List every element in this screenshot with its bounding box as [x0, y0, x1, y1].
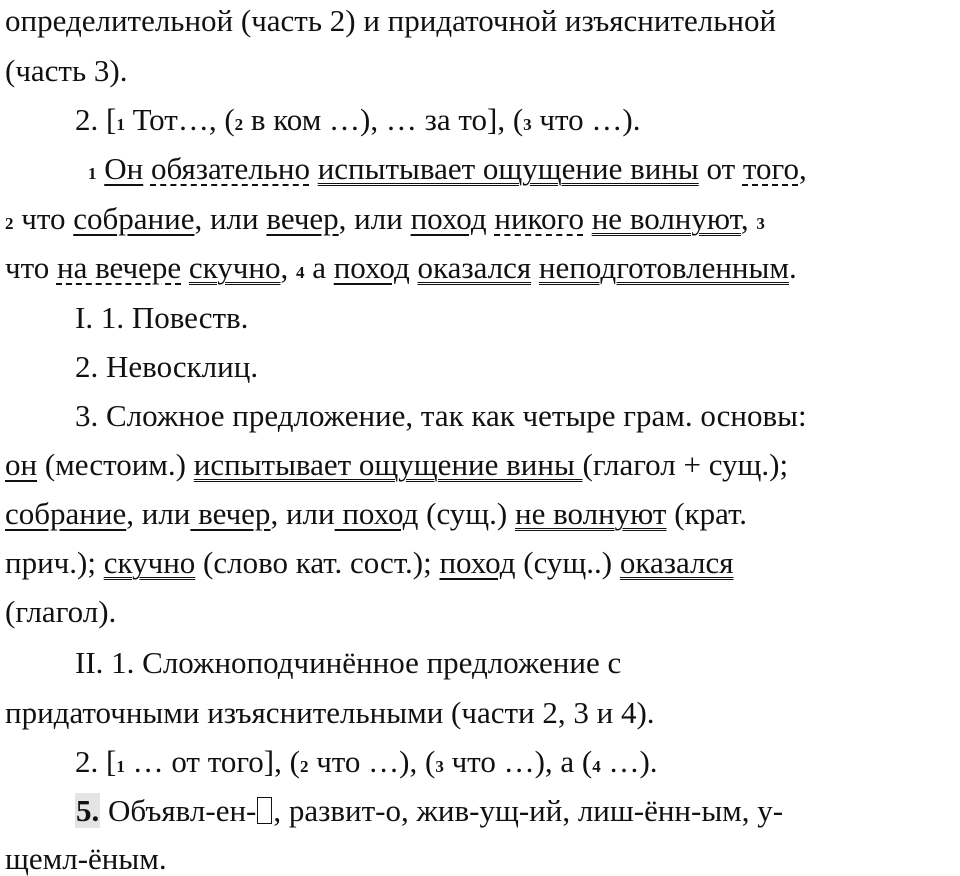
subject: поход: [410, 201, 487, 236]
text-line: 3. Сложное предложение, так как четыре грам. основы:: [75, 398, 807, 433]
scheme-line: 2. [1 … от того], (2 что …), (3 что …), а (4 …).: [75, 744, 658, 779]
text-line: (часть 3).: [5, 53, 128, 88]
text-line: придаточными изъяснительными (части 2, 3 и 4).: [5, 695, 655, 730]
predicate: оказался: [417, 250, 532, 285]
analysis-line: прич.); скучно (слово кат. сост.); поход (сущ..) оказался: [5, 545, 734, 580]
subject: собрание: [73, 201, 195, 236]
text-line: II. 1. Сложноподчинённое предложение с: [75, 645, 622, 680]
parsed-sentence-line: 2 что собрание, или вечер, или поход никого не волнуют, 3: [5, 201, 765, 236]
subject: поход: [333, 250, 410, 285]
adverbial: обязательно: [150, 151, 310, 186]
subject: Он: [104, 151, 144, 186]
analysis-line: собрание, или вечер, или поход (сущ.) не волнуют (крат.: [5, 496, 748, 531]
exercise-line: 5. Объявл-ен- , развит-о, жив-ущ-ий, лиш-ённ-ым, у-: [76, 793, 784, 828]
parsed-sentence-line: 1 Он обязательно испытывает ощущение вины от того,: [88, 151, 807, 186]
predicate: не волнуют: [591, 201, 741, 236]
predicate: неподготовленным: [538, 250, 789, 285]
text-line: определительной (часть 2) и придаточной изъяснительной: [5, 3, 777, 38]
object: никого: [494, 201, 584, 236]
predicate: испытывает ощущение вины: [317, 151, 699, 186]
parsed-sentence-line: что на вечере скучно, 4 а поход оказался неподготовленным.: [5, 250, 797, 285]
text-line: 2. Невосклиц.: [75, 349, 259, 384]
text-line: щемл-ёным.: [5, 841, 167, 876]
scheme-line: 2. [1 Тот…, (2 в ком …), … за то], (3 что …).: [75, 102, 641, 137]
ending-box-icon: [257, 797, 272, 824]
exercise-number: 5.: [76, 793, 100, 828]
adverbial: на вечере: [56, 250, 182, 285]
analysis-line: он (местоим.) испытывает ощущение вины (глагол + сущ.);: [5, 447, 789, 482]
text-line: (глагол).: [5, 594, 117, 629]
text-line: I. 1. Повеств.: [75, 300, 249, 335]
adverbial: того: [742, 151, 799, 186]
predicate: скучно: [188, 250, 281, 285]
subject: вечер: [266, 201, 339, 236]
